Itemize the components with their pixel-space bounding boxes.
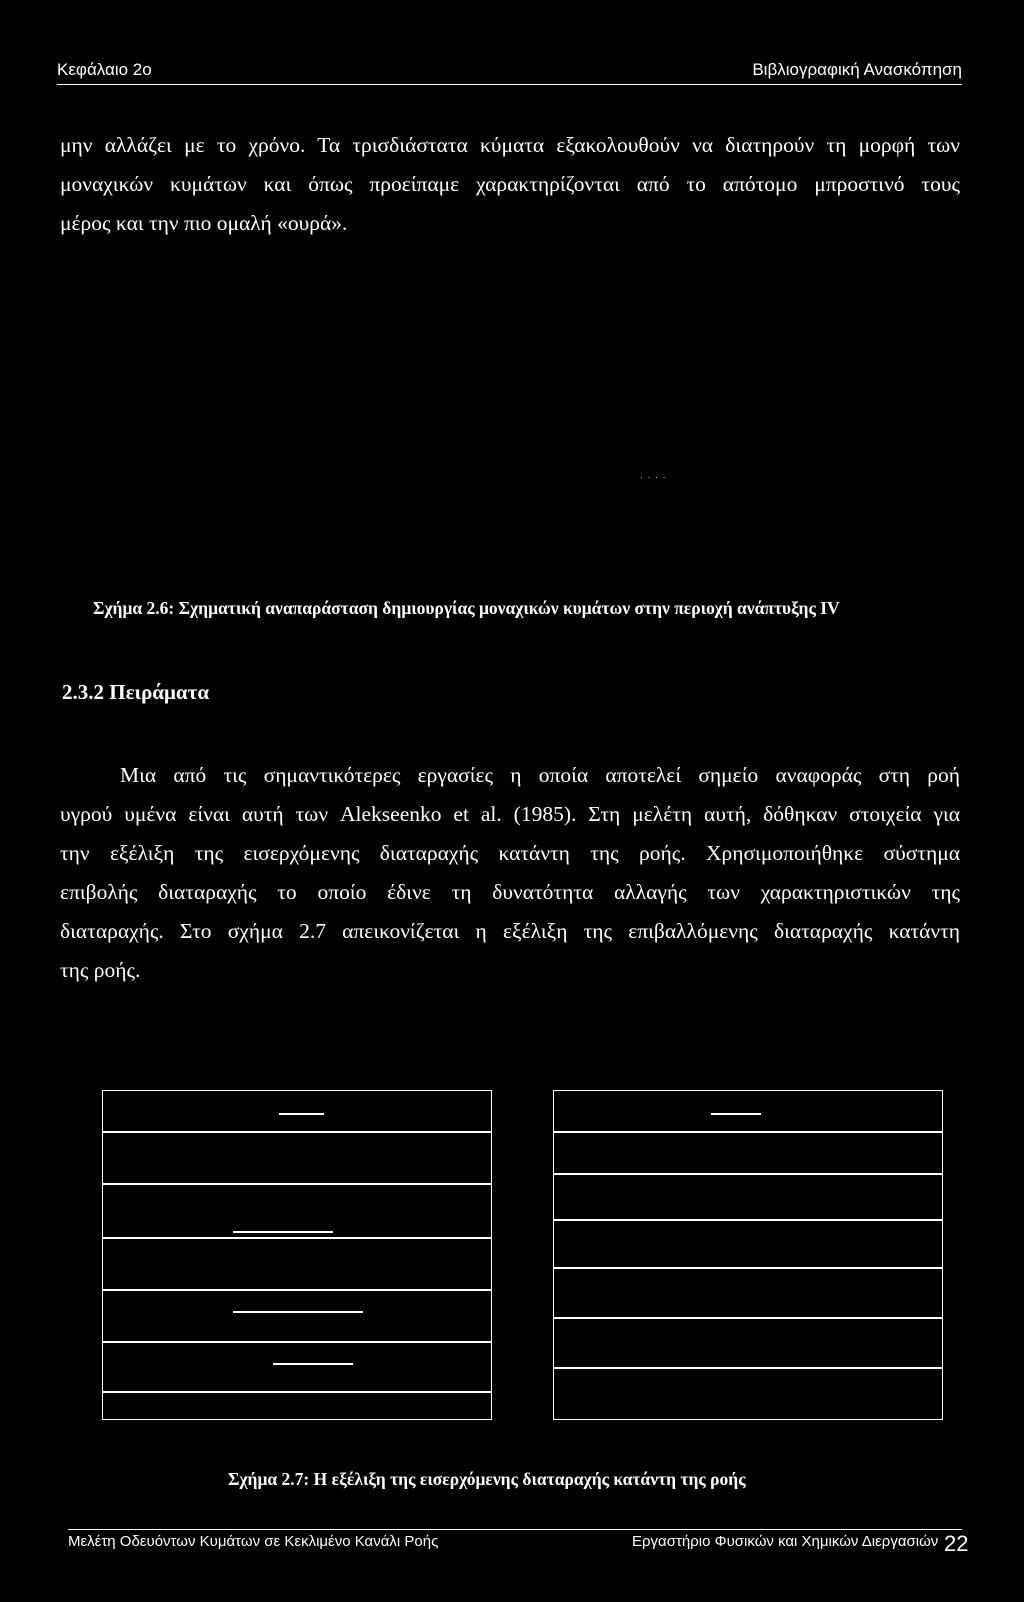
paragraph-2-line: επιβολής διαταραχής το οποίο έδινε τη δυνατότητα αλλαγής των χαρακτηριστικών της	[60, 880, 960, 904]
paragraph-1-line: μέρος και την πιο ομαλή «ουρά».	[60, 211, 348, 235]
trace-line	[554, 1367, 942, 1369]
disturbance-pulse	[279, 1113, 324, 1115]
trace-line	[554, 1173, 942, 1175]
trace-line	[103, 1289, 491, 1291]
paragraph-1	[60, 126, 960, 243]
trace-line	[103, 1183, 491, 1185]
disturbance-pulse	[233, 1311, 363, 1313]
trace-line	[554, 1317, 942, 1319]
paragraph-2-line: υγρού υμένα είναι αυτή των Alekseenko et al. (1985). Στη μελέτη αυτή, δόθηκαν στοιχεία για	[60, 802, 960, 826]
figure-2-6-image-remnant: . . . .	[640, 470, 667, 481]
page-number: 22	[944, 1531, 969, 1556]
trace-line	[554, 1267, 942, 1269]
paragraph-2	[60, 756, 960, 990]
footer-rule	[68, 1529, 962, 1530]
header-rule	[57, 84, 962, 85]
trace-line	[103, 1237, 491, 1239]
paragraph-2-line: την εξέλιξη της εισερχόμενης διαταραχής κατάντη της ροής. Χρησιμοποιήθηκε σύστημα	[60, 841, 960, 865]
disturbance-pulse	[711, 1113, 761, 1115]
footer-right: Εργαστήριο Φυσικών και Χημικών Διεργασιών	[632, 1533, 939, 1550]
trace-line	[103, 1131, 491, 1133]
paragraph-2-line: Μια από τις σημαντικότερες εργασίες η οποία αποτελεί σημείο αναφοράς στη ροή	[120, 763, 960, 787]
paragraph-1-line: μην αλλάζει με το χρόνο. Τα τρισδιάστατα κύματα εξακολουθούν να διατηρούν τη μορφή των	[60, 133, 960, 157]
section-heading: 2.3.2 Πειράματα	[62, 680, 210, 704]
paragraph-1-line: μοναχικών κυμάτων και όπως προείπαμε χαρακτηρίζονται από το απότομο μπροστινό τους	[60, 172, 960, 196]
footer-left: Μελέτη Οδευόντων Κυμάτων σε Κεκλιμένο Κανάλι Ροής	[68, 1533, 439, 1550]
figure-2-6-caption: Σχήμα 2.6: Σχηματική αναπαράσταση δημιουργίας μοναχικών κυμάτων στην περιοχή ανάπτυξης IV	[93, 598, 840, 618]
trace-line	[103, 1341, 491, 1343]
header-section-title: Βιβλιογραφική Ανασκόπηση	[752, 60, 962, 79]
disturbance-pulse	[233, 1231, 333, 1233]
figure-2-7-caption: Σχήμα 2.7: Η εξέλιξη της εισερχόμενης διαταραχής κατάντη της ροής	[228, 1469, 746, 1489]
paragraph-2-line: της ροής.	[60, 958, 141, 982]
figure-2-7-left-panel	[102, 1090, 492, 1420]
trace-line	[554, 1219, 942, 1221]
figure-2-7-right-panel	[553, 1090, 943, 1420]
disturbance-pulse	[273, 1363, 353, 1365]
trace-line	[103, 1391, 491, 1393]
paragraph-2-line: διαταραχής. Στο σχήμα 2.7 απεικονίζεται η εξέλιξη της επιβαλλόμενης διαταραχής κατάντη	[60, 919, 960, 943]
trace-line	[554, 1131, 942, 1133]
header-chapter: Κεφάλαιο 2ο	[57, 60, 152, 79]
